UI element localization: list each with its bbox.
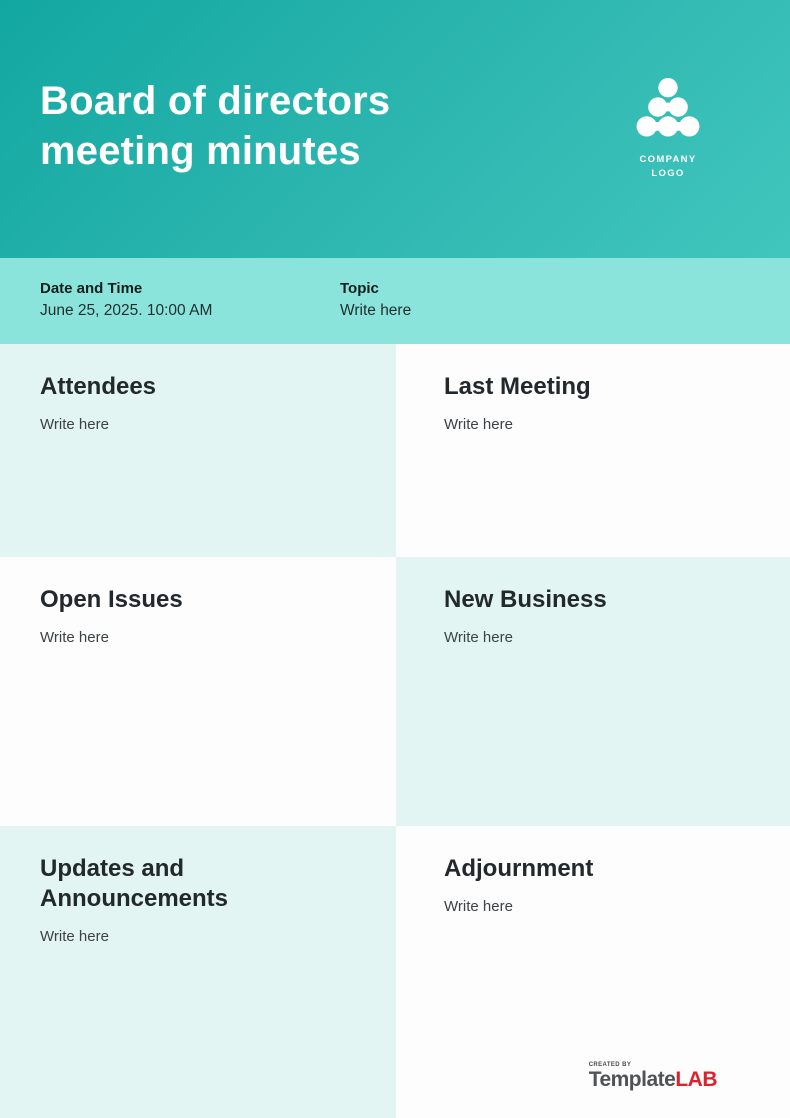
section-title: Adjournment xyxy=(444,855,594,882)
templatelab-brand xyxy=(589,1062,717,1090)
section-title: Open Issues xyxy=(40,586,183,613)
section-title: Last Meeting xyxy=(444,373,591,400)
section-placeholder[interactable]: Write here xyxy=(444,898,513,915)
header-banner xyxy=(0,0,790,258)
page-title-line2: meeting minutes xyxy=(40,129,361,173)
date-time-value[interactable]: June 25, 2025. 10:00 AM xyxy=(40,302,213,319)
created-by-label: CREATED BY xyxy=(588,1062,632,1068)
sections-grid xyxy=(0,344,790,1118)
section-attendees xyxy=(0,344,396,557)
section-placeholder[interactable]: Write here xyxy=(444,416,513,433)
templatelab-logo-template: Template xyxy=(588,1068,676,1091)
section-updates-announcements xyxy=(0,826,396,1118)
page-title xyxy=(40,76,390,176)
date-time-label: Date and Time xyxy=(40,280,143,297)
company-logo-label-line1: COMPANY xyxy=(639,154,697,165)
topic-label: Topic xyxy=(340,280,379,297)
templatelab-logo xyxy=(589,1069,717,1090)
section-placeholder[interactable]: Write here xyxy=(444,629,513,646)
date-time-field xyxy=(40,278,340,322)
topic-field xyxy=(340,278,411,322)
company-logo-label xyxy=(618,153,718,181)
section-title: Attendees xyxy=(40,373,157,400)
page-title-line1: Board of directors xyxy=(40,79,391,123)
company-logo xyxy=(618,78,718,181)
circle-cluster-icon xyxy=(635,78,701,138)
section-title: Updates and Announcements xyxy=(40,855,229,912)
topic-value[interactable]: Write here xyxy=(340,302,412,319)
section-placeholder[interactable]: Write here xyxy=(40,928,109,945)
section-new-business xyxy=(396,557,790,826)
section-title: New Business xyxy=(444,586,607,613)
company-logo-label-line2: LOGO xyxy=(651,168,685,179)
section-placeholder[interactable]: Write here xyxy=(40,629,109,646)
templatelab-logo-lab: LAB xyxy=(675,1068,717,1091)
section-last-meeting xyxy=(396,344,790,557)
section-open-issues xyxy=(0,557,396,826)
section-placeholder[interactable]: Write here xyxy=(40,416,109,433)
meta-band xyxy=(0,258,790,344)
